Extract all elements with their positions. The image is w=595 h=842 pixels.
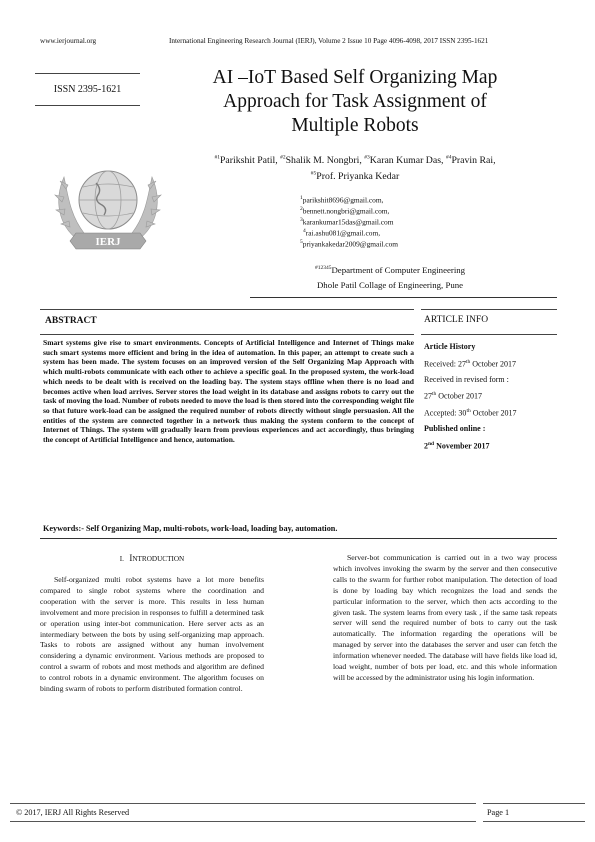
email-item: $^4$rai.ashu081@gmail.com, [303,228,381,238]
author: $^{\#5}$Prof. Priyanka Kedar [310,170,400,182]
abstract-text: Smart systems give rise to smart environments. Concepts of Artificial Intelligence and Internet of Things make such smart systems more efficient and bring in the idea of automation. In this paper, an attempt to create such a system has been made. The system focuses on an improved version of the Self Organizing Map Approach with which multi-robots communicate with each other to achieve a specific goal. In the proposed system, the work-load which needs to be dealt with is received on the loading bay. The system stays offline when there is no load and becomes active when load arrives. Server stores the load weight in its database and assigns robots to carry out the task of moving the load. Number of robots needed to move the load is then stored into the corresponding weight file so that future work-load can be assigned the required number of robots directly without single persuasion. All the entities of the system are connected together in a network thus making the system conform to the concept of Internet of Things. The system will gradually learn from previous experiences and act accordingly, thus bringing the concept of Artificial Intelligence and hence, automation. [43,338,414,445]
journal-seal-logo [38,145,178,260]
title-line: Approach for Task Assignment of [223,91,487,112]
header-journal: International Engineering Research Journal (IERJ), Volume 2 Issue 10 Page 4096-4098, 2017 ISSN 2395-1621 [169,37,489,45]
author: $^{\#3}$Karan Kumar Das, [364,155,444,167]
body-column-right [333,553,557,684]
revised-label: Received in revised form : [424,374,509,384]
article-info-heading-box [421,309,557,335]
accepted-date: Accepted: 30th October 2017 [424,408,517,418]
college-name: Dhole Patil Collage of Engineering, Pune [316,279,464,290]
article-info [424,339,559,454]
title-line: AI –IoT Based Self Organizing Map [212,67,498,88]
footer-copyright-box [10,803,476,822]
author: $^{\#2}$Shalik M. Nongbri, [280,155,362,167]
copyright: © 2017, IERJ All Rights Reserved [16,808,130,817]
department-name: Department of Computer Engineering [331,264,466,275]
paragraph: Server-bot communication is carried out in a two way process which involves invoking the swarm by the server and then consecutive calls to the swarm for further robot manipulation. The detection of load is done by loading bay which recognizes the load and sends the particular information to the server, which then acts according to the given task. The system learns from every task , if the same task repeats server will send the required number of bots to carry out the task automatically. The information regarding the operations will be managed by server into the databases the server and user can fetch the information whenever needed. The database will have fields like load id, load weight, number of bots per load, etc. and this whole information will be accessed by the administrator using his login information. [333,553,557,682]
divider [40,538,557,539]
paper-title [170,66,540,138]
author: $^{\#4}$Pravin Rai, [445,155,496,167]
revised-date: 27th October 2017 [424,391,483,401]
section-heading-introduction: I. INTRODUCTION [119,553,185,563]
footer-page-box [483,803,585,822]
published-date: 2nd November 2017 [424,440,490,451]
email-item: $^1$parikshit8696@gmail.com, [300,195,384,205]
affiliation [250,261,530,293]
keywords: Keywords:- Self Organizing Map, multi-robots, work-load, loading bay, automation. [43,524,338,533]
paragraph: Self-organized multi robot systems have a lot more benefits compared to single robot systems where the coordination and cooperation with the server is more. This results in less human involvement and more precision in responses to fulfill a determined task or operation using inter-bot communication. Here server acts as an intermediary between the bots by using self-organizing map approach. Tasks to robots are assigned without any human involvement considering a dynamic environment. Various methods are proposed to control a swarm of robots and most methods and algorithm are defined to control robots in a dynamic environment. The algorithm focuses on binding swarm of robots to perform distributed formation control. [40,575,264,694]
affiliation-sup: #12345 [314,265,332,271]
abstract-heading: ABSTRACT [45,316,97,326]
issn-text: ISSN 2395-1621 [53,84,122,95]
author-list [185,152,525,183]
title-line: Multiple Robots [291,115,419,136]
page-number: Page 1 [487,808,510,817]
email-item: $^5$priyankakedar2009@gmail.com [300,239,399,249]
author: $^{\#1}$Parikshit Patil, [214,155,278,167]
header-website: www.ierjournal.org [40,37,97,45]
received-date: Received: 27th October 2017 [424,358,517,369]
divider [250,297,557,298]
body-column-left [40,575,264,695]
abstract-heading-box [40,309,414,335]
email-list [300,194,398,249]
published-label: Published online : [424,424,486,434]
email-item: $^3$karankumar15das@gmail.com [300,217,394,227]
email-item: $^2$bennett.nongbri@gmail.com, [300,206,390,216]
article-history-label: Article History [424,342,476,351]
logo-text: IERJ [95,236,121,248]
article-info-heading: ARTICLE INFO [424,315,489,325]
seal-icon [38,145,178,260]
issn-box [35,73,140,106]
